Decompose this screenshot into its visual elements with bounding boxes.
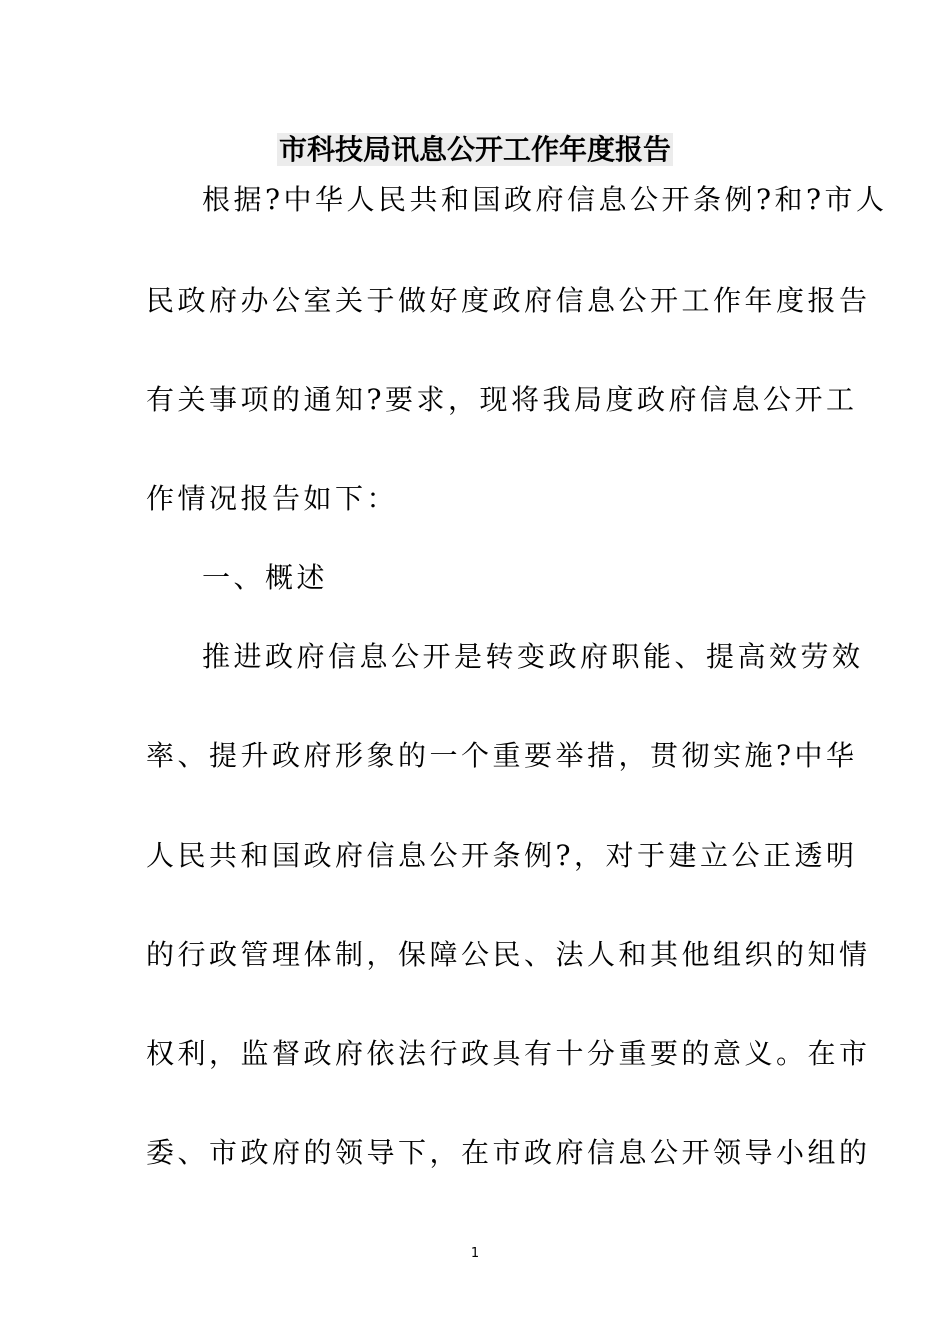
paragraph-line: 的行政管理体制，保障公民、法人和其他组织的知情 xyxy=(146,938,871,971)
paragraph-line: 委、市政府的领导下，在市政府信息公开领导小组的 xyxy=(146,1136,871,1169)
paragraph-line: 权利，监督政府依法行政具有十分重要的意义。在市 xyxy=(146,1037,871,1070)
section-heading: 一、概述 xyxy=(202,561,329,594)
paragraph-line: 推进政府信息公开是转变政府职能、提高效劳效 xyxy=(202,640,864,673)
paragraph-line: 有关事项的通知?要求，现将我局度政府信息公开工 xyxy=(146,383,858,416)
paragraph-line: 民政府办公室关于做好度政府信息公开工作年度报告 xyxy=(146,284,871,317)
paragraph-line: 根据?中华人民共和国政府信息公开条例?和?市人 xyxy=(202,183,888,216)
document-title xyxy=(0,126,950,174)
paragraph-line: 率、提升政府形象的一个重要举措，贯彻实施?中华 xyxy=(146,739,858,772)
paragraph-line: 作情况报告如下： xyxy=(146,482,399,515)
page-number: 1 xyxy=(470,1246,480,1261)
document-title-text: 市科技局讯息公开工作年度报告 xyxy=(278,133,671,166)
paragraph-line: 人民共和国政府信息公开条例?，对于建立公正透明 xyxy=(146,839,858,872)
